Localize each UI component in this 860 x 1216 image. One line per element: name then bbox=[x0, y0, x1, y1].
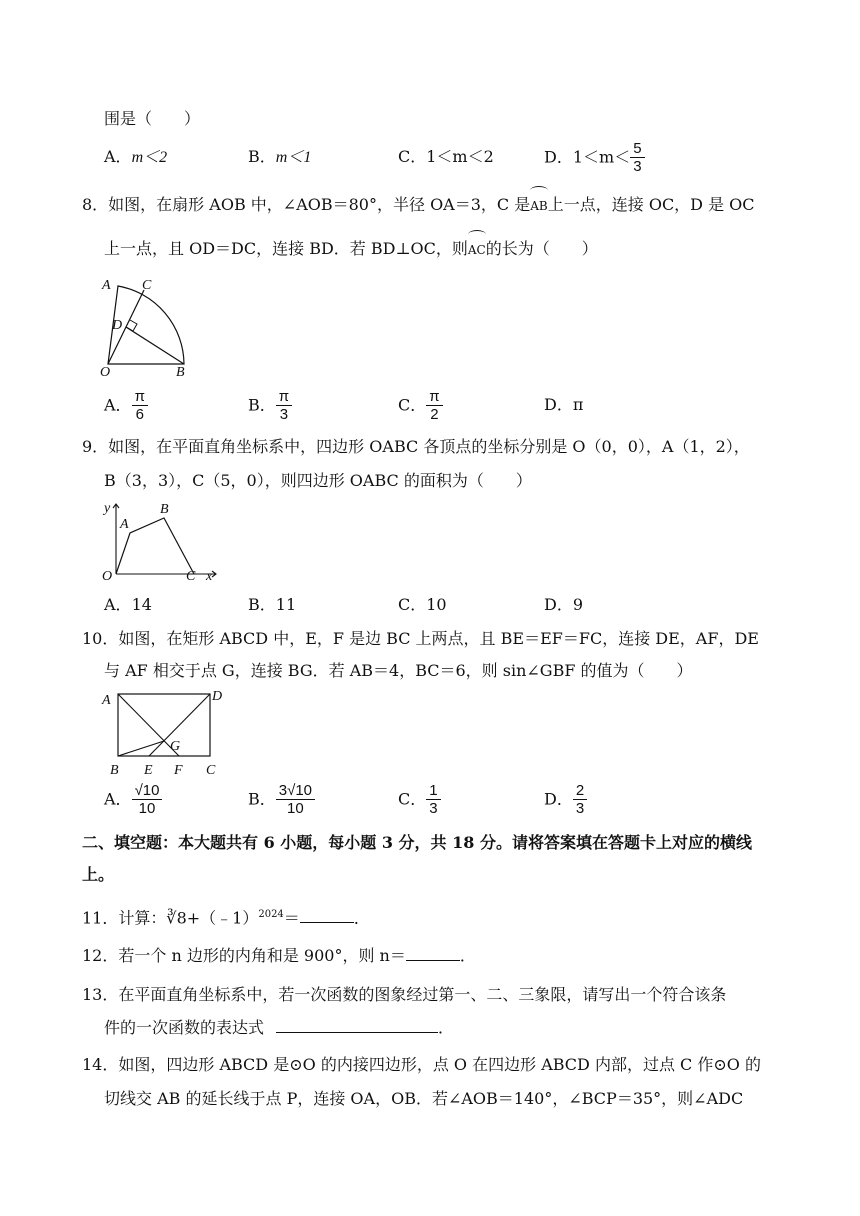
label-y: y bbox=[104, 501, 111, 516]
label-o: O bbox=[102, 569, 113, 584]
label-d: D bbox=[212, 689, 223, 704]
q8-line1: 8．如图，在扇形 AOB 中，∠AOB＝80°，半径 OA＝3，C 是 AB上一点，连接 OC，D 是 OC bbox=[82, 194, 755, 217]
q10-rectangle-figure bbox=[98, 686, 228, 780]
label-c: C bbox=[142, 278, 152, 293]
q9-line2: B（3，3），C（5，0），则四边形 OABC 的面积为（ ） bbox=[104, 471, 532, 490]
q8-option-b: B． $\frac{\pi}{3}$ bbox=[248, 388, 292, 423]
section-2-heading: 二、填空题：本大题共有 6 小题，每小题 3 分，共 18 分。请将答案填在答题卡上对应的横线 bbox=[82, 833, 752, 852]
answer-blank bbox=[300, 906, 354, 923]
label-b: B bbox=[110, 763, 119, 778]
label-b: B bbox=[160, 502, 169, 517]
q8-option-d: D．π bbox=[544, 395, 584, 414]
label-d: D bbox=[112, 318, 123, 333]
label-e: E bbox=[144, 763, 153, 778]
label-a: A bbox=[102, 278, 111, 293]
answer-blank bbox=[406, 944, 460, 961]
q9-line1: 9．如图，在平面直角坐标系中，四边形 OABC 各顶点的坐标分别是 O（0，0），A（1，2）， bbox=[82, 437, 750, 456]
fraction: $\frac{5}{3}$ bbox=[630, 140, 644, 175]
q9-option-d: D．9 bbox=[544, 595, 584, 614]
q9-coordinate-figure bbox=[98, 498, 222, 584]
q8-option-c: C． $\frac{\pi}{2}$ bbox=[398, 388, 443, 423]
q8-option-a: A． $\frac{\pi}{6}$ bbox=[104, 388, 148, 423]
section-2-heading-cont: 上。 bbox=[82, 865, 115, 884]
q10-option-d: D． $\frac{2}{3}$ bbox=[544, 782, 587, 817]
q7-tail: 围是（ ） bbox=[104, 109, 201, 128]
q10-option-c: C． $\frac{1}{3}$ bbox=[398, 782, 441, 817]
q9-option-a: A．14 bbox=[104, 595, 152, 614]
q9-option-b: B．11 bbox=[248, 595, 297, 614]
arc-ac: AC bbox=[468, 238, 486, 261]
q11: 11．计算：∛8+（﹣1）$^{2024}$＝ ． bbox=[82, 908, 370, 928]
label-f: F bbox=[174, 763, 183, 778]
label-x: x bbox=[206, 569, 213, 584]
q14-line2: 切线交 AB 的延长线于点 P，连接 OA，OB．若∠AOB＝140°，∠BCP＝35°，则∠ADC bbox=[104, 1089, 744, 1108]
label-c: C bbox=[206, 763, 216, 778]
q10-line1: 10．如图，在矩形 ABCD 中，E，F 是边 BC 上两点，且 BE＝EF＝FC，连接 DE，AF，DE bbox=[82, 629, 759, 648]
arc-ab: AB bbox=[530, 194, 547, 217]
q7-option-c: C．1＜m＜2 bbox=[398, 147, 494, 166]
q7-option-b: B．m＜1 bbox=[248, 147, 312, 166]
label-b: B bbox=[176, 365, 185, 380]
label-a: A bbox=[120, 517, 129, 532]
q9-option-c: C．10 bbox=[398, 595, 447, 614]
q10-option-b: B． $\frac{3√10}{10}$ bbox=[248, 782, 315, 817]
label-o: O bbox=[100, 365, 111, 380]
q7-option-d: D．1＜m＜ $\frac{5}{3}$ bbox=[544, 140, 645, 175]
q8-line2: 上一点，且 OD＝DC，连接 BD．若 BD⊥OC，则 AC的长为（ ） bbox=[104, 238, 598, 261]
q14-line1: 14．如图，四边形 ABCD 是⊙O 的内接四边形，点 O 在四边形 ABCD 内部，过点 C 作⊙O 的 bbox=[82, 1055, 761, 1074]
q10-line2: 与 AF 相交于点 G，连接 BG．若 AB＝4，BC＝6，则 sin∠GBF 的值为（ ） bbox=[104, 661, 693, 680]
q7-option-a: A．m＜2 bbox=[104, 147, 168, 166]
q13-line2: 件的一次函数的表达式 ． bbox=[104, 1018, 455, 1037]
label-g: G bbox=[170, 739, 181, 754]
q12: 12．若一个 n 边形的内角和是 900°，则 n＝ ． bbox=[82, 946, 476, 965]
label-c: C bbox=[186, 569, 196, 584]
label-a: A bbox=[102, 693, 111, 708]
q8-sector-figure bbox=[98, 276, 198, 380]
q10-option-a: A． $\frac{√10}{10}$ bbox=[104, 782, 162, 817]
q13-line1: 13．在平面直角坐标系中，若一次函数的图象经过第一、二、三象限，请写出一个符合该条 bbox=[82, 985, 727, 1004]
answer-blank bbox=[276, 1016, 438, 1033]
